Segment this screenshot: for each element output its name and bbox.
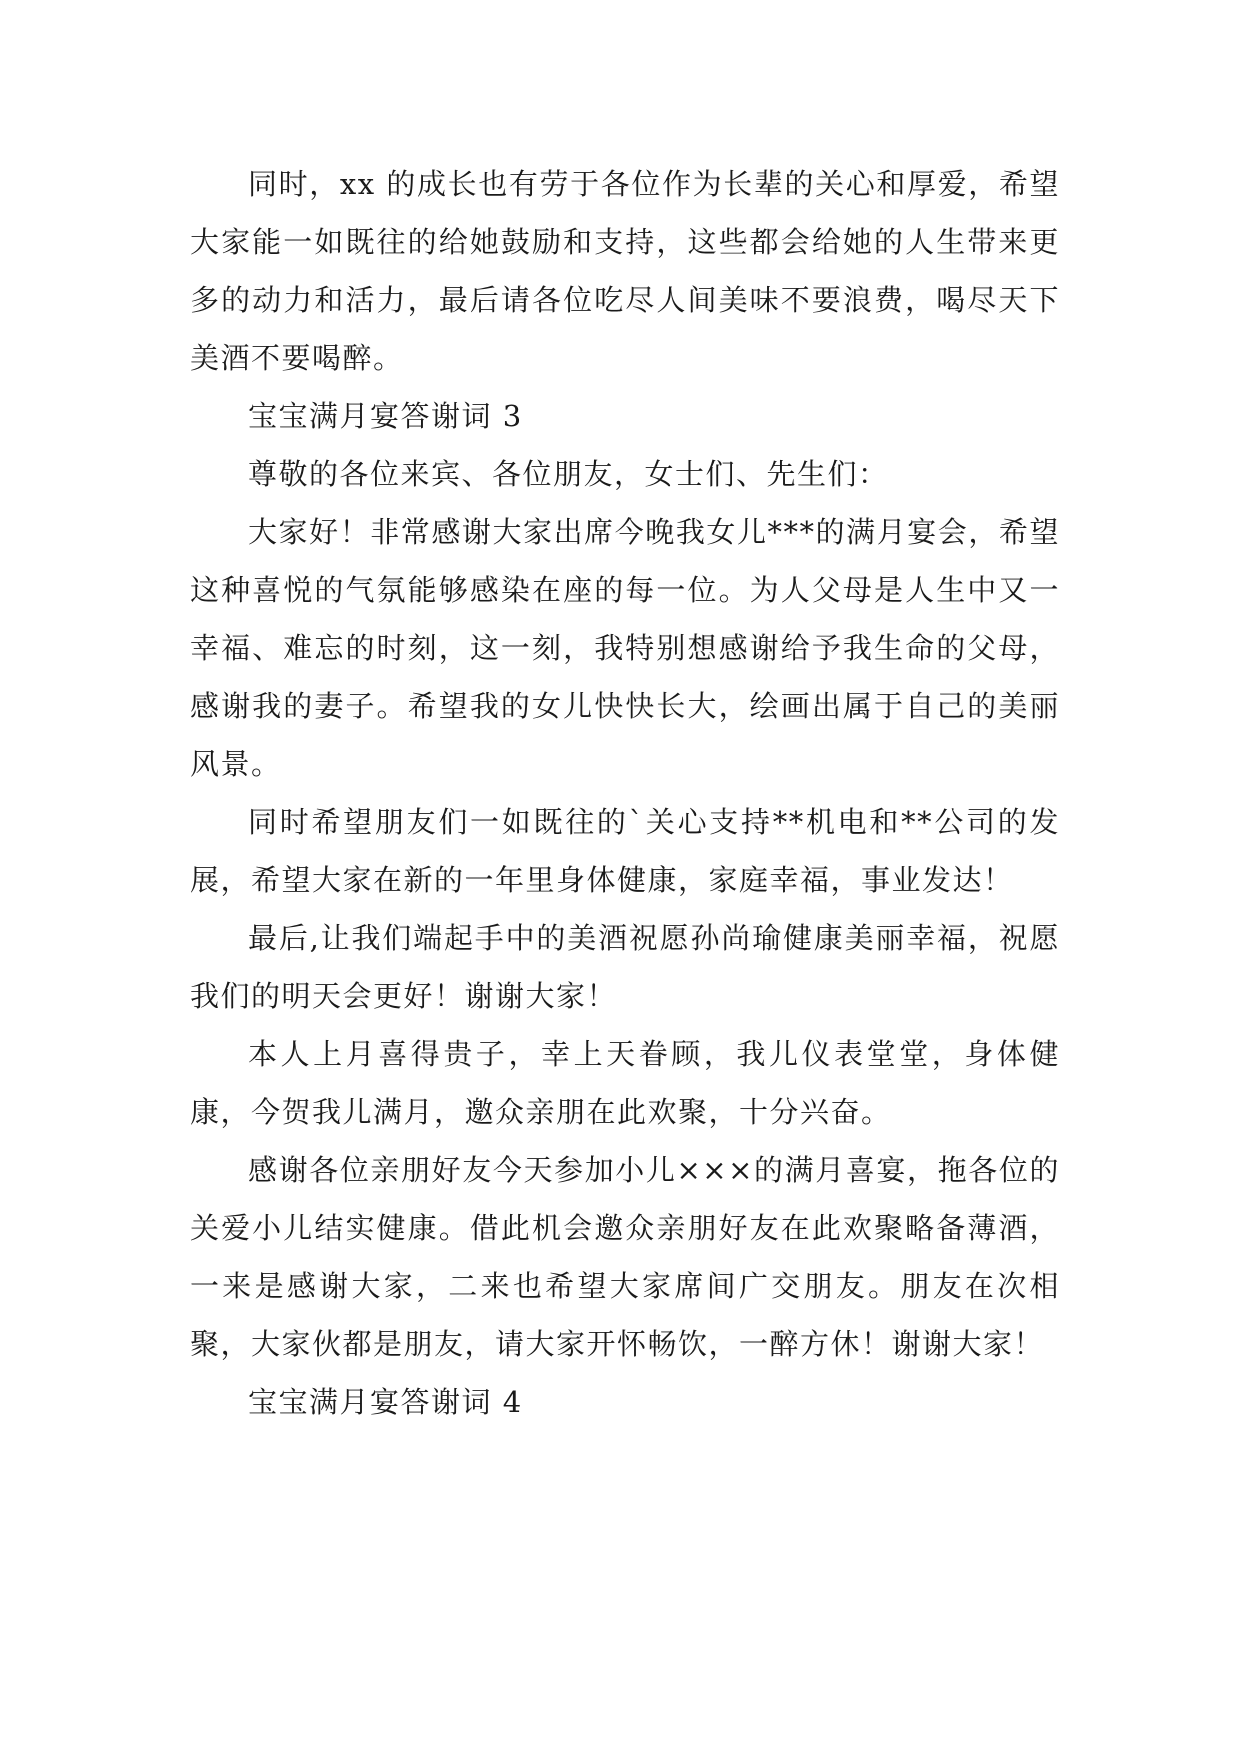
paragraph: 大家好！非常感谢大家出席今晚我女儿***的满月宴会，希望这种喜悦的气氛能够感染在座的每一位。为人父母是人生中又一幸福、难忘的时刻，这一刻，我特别想感谢给予我生命的父母，感谢我的妻子。希望我的女儿快快长大，绘画出属于自己的美丽风景。 <box>190 515 1060 781</box>
paragraph: 感谢各位亲朋好友今天参加小儿×××的满月喜宴，拖各位的关爱小儿结实健康。借此机会邀众亲朋好友在此欢聚略备薄酒，一来是感谢大家，二来也希望大家席间广交朋友。朋友在次相聚，大家伙都是朋友，请大家开怀畅饮，一醉方休！谢谢大家！ <box>190 1153 1060 1361</box>
salutation: 尊敬的各位来宾、各位朋友，女士们、先生们： <box>248 457 889 491</box>
paragraph: 同时，xx 的成长也有劳于各位作为长辈的关心和厚爱，希望大家能一如既往的给她鼓励和支持，这些都会给她的人生带来更多的动力和活力，最后请各位吃尽人间美味不要浪费，喝尽天下美酒不要喝醉。 <box>190 167 1060 375</box>
document-page <box>190 155 1060 1431</box>
section-heading: 宝宝满月宴答谢词 4 <box>248 1385 523 1419</box>
paragraph: 本人上月喜得贵子，幸上天眷顾，我儿仪表堂堂，身体健康，今贺我儿满月，邀众亲朋在此欢聚，十分兴奋。 <box>190 1037 1060 1129</box>
paragraph: 最后,让我们端起手中的美酒祝愿孙尚瑜健康美丽幸福，祝愿我们的明天会更好！谢谢大家！ <box>190 921 1060 1013</box>
section-heading: 宝宝满月宴答谢词 3 <box>248 399 523 433</box>
paragraph: 同时希望朋友们一如既往的`关心支持**机电和**公司的发展，希望大家在新的一年里身体健康，家庭幸福，事业发达！ <box>190 805 1060 897</box>
